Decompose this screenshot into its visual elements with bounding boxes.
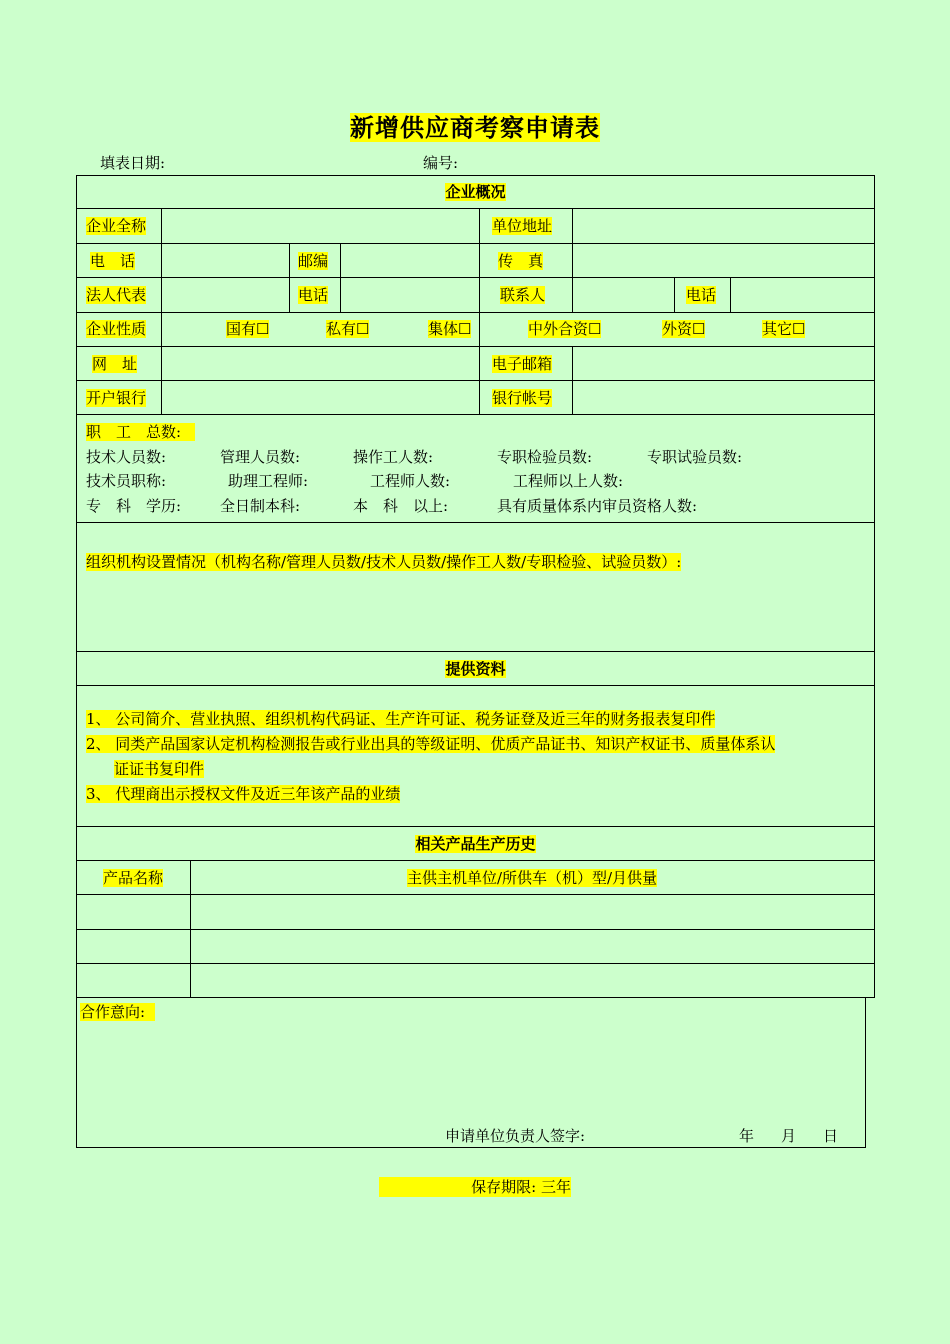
- label-postcode: 邮编: [298, 252, 329, 270]
- history-col-product: 产品名称: [102, 869, 163, 887]
- label-nature: 企业性质: [86, 320, 147, 338]
- label-address: 单位地址: [492, 217, 553, 235]
- nature-option-joint-venture[interactable]: 中外合资☐: [528, 320, 602, 338]
- org-structure-label: 组织机构设置情况（机构名称/管理人员数/技术人员数/操作工人数/专职检验、试验员数）:: [86, 553, 682, 571]
- nature-option-state[interactable]: 国有☐: [226, 320, 270, 338]
- label-phone: 电 话: [90, 252, 136, 270]
- number-label: 编号:: [423, 154, 459, 172]
- section-overview-heading: 企业概况: [445, 183, 506, 201]
- label-fax: 传 真: [498, 252, 544, 270]
- signature-day: 日: [823, 1127, 839, 1145]
- label-full-name: 企业全称: [86, 217, 147, 235]
- materials-item-2-cont: 证证书复印件: [114, 760, 205, 778]
- nature-option-foreign[interactable]: 外资☐: [662, 320, 706, 338]
- label-website: 网 址: [92, 355, 138, 373]
- section-history-heading: 相关产品生产历史: [415, 835, 536, 853]
- materials-item-2: 2、 同类产品国家认定机构检测报告或行业出具的等级证明、优质产品证书、知识产权证书、质量体系认: [86, 735, 776, 753]
- form-title: 新增供应商考察申请表: [350, 113, 600, 142]
- staff-total: 职 工 总数:: [86, 422, 195, 442]
- signature-year: 年: [739, 1127, 755, 1145]
- cooperation-label: 合作意向:: [80, 1002, 155, 1022]
- materials-item-1: 1、 公司简介、营业执照、组织机构代码证、生产许可证、税务证登及近三年的财务报表复印件: [86, 710, 716, 728]
- nature-option-private[interactable]: 私有☐: [326, 320, 370, 338]
- label-legal-rep: 法人代表: [86, 286, 147, 304]
- retention-period: 保存期限: 三年: [379, 1177, 571, 1197]
- nature-option-collective[interactable]: 集体☐: [428, 320, 472, 338]
- signature-month: 月: [781, 1127, 797, 1145]
- label-contact: 联系人: [500, 286, 546, 304]
- label-phone-3: 电话: [686, 286, 717, 304]
- label-phone-2: 电话: [298, 286, 329, 304]
- label-email: 电子邮箱: [492, 355, 553, 373]
- label-bank-account: 银行帐号: [492, 389, 553, 407]
- materials-item-3: 3、 代理商出示授权文件及近三年该产品的业绩: [86, 785, 401, 803]
- nature-option-other[interactable]: 其它☐: [762, 320, 806, 338]
- fill-date-label: 填表日期:: [100, 154, 166, 172]
- signature-label: 申请单位负责人签字:: [445, 1127, 586, 1145]
- section-materials-heading: 提供资料: [445, 660, 506, 678]
- history-col-customer: 主供主机单位/所供车（机）型/月供量: [406, 869, 658, 887]
- label-bank: 开户银行: [86, 389, 147, 407]
